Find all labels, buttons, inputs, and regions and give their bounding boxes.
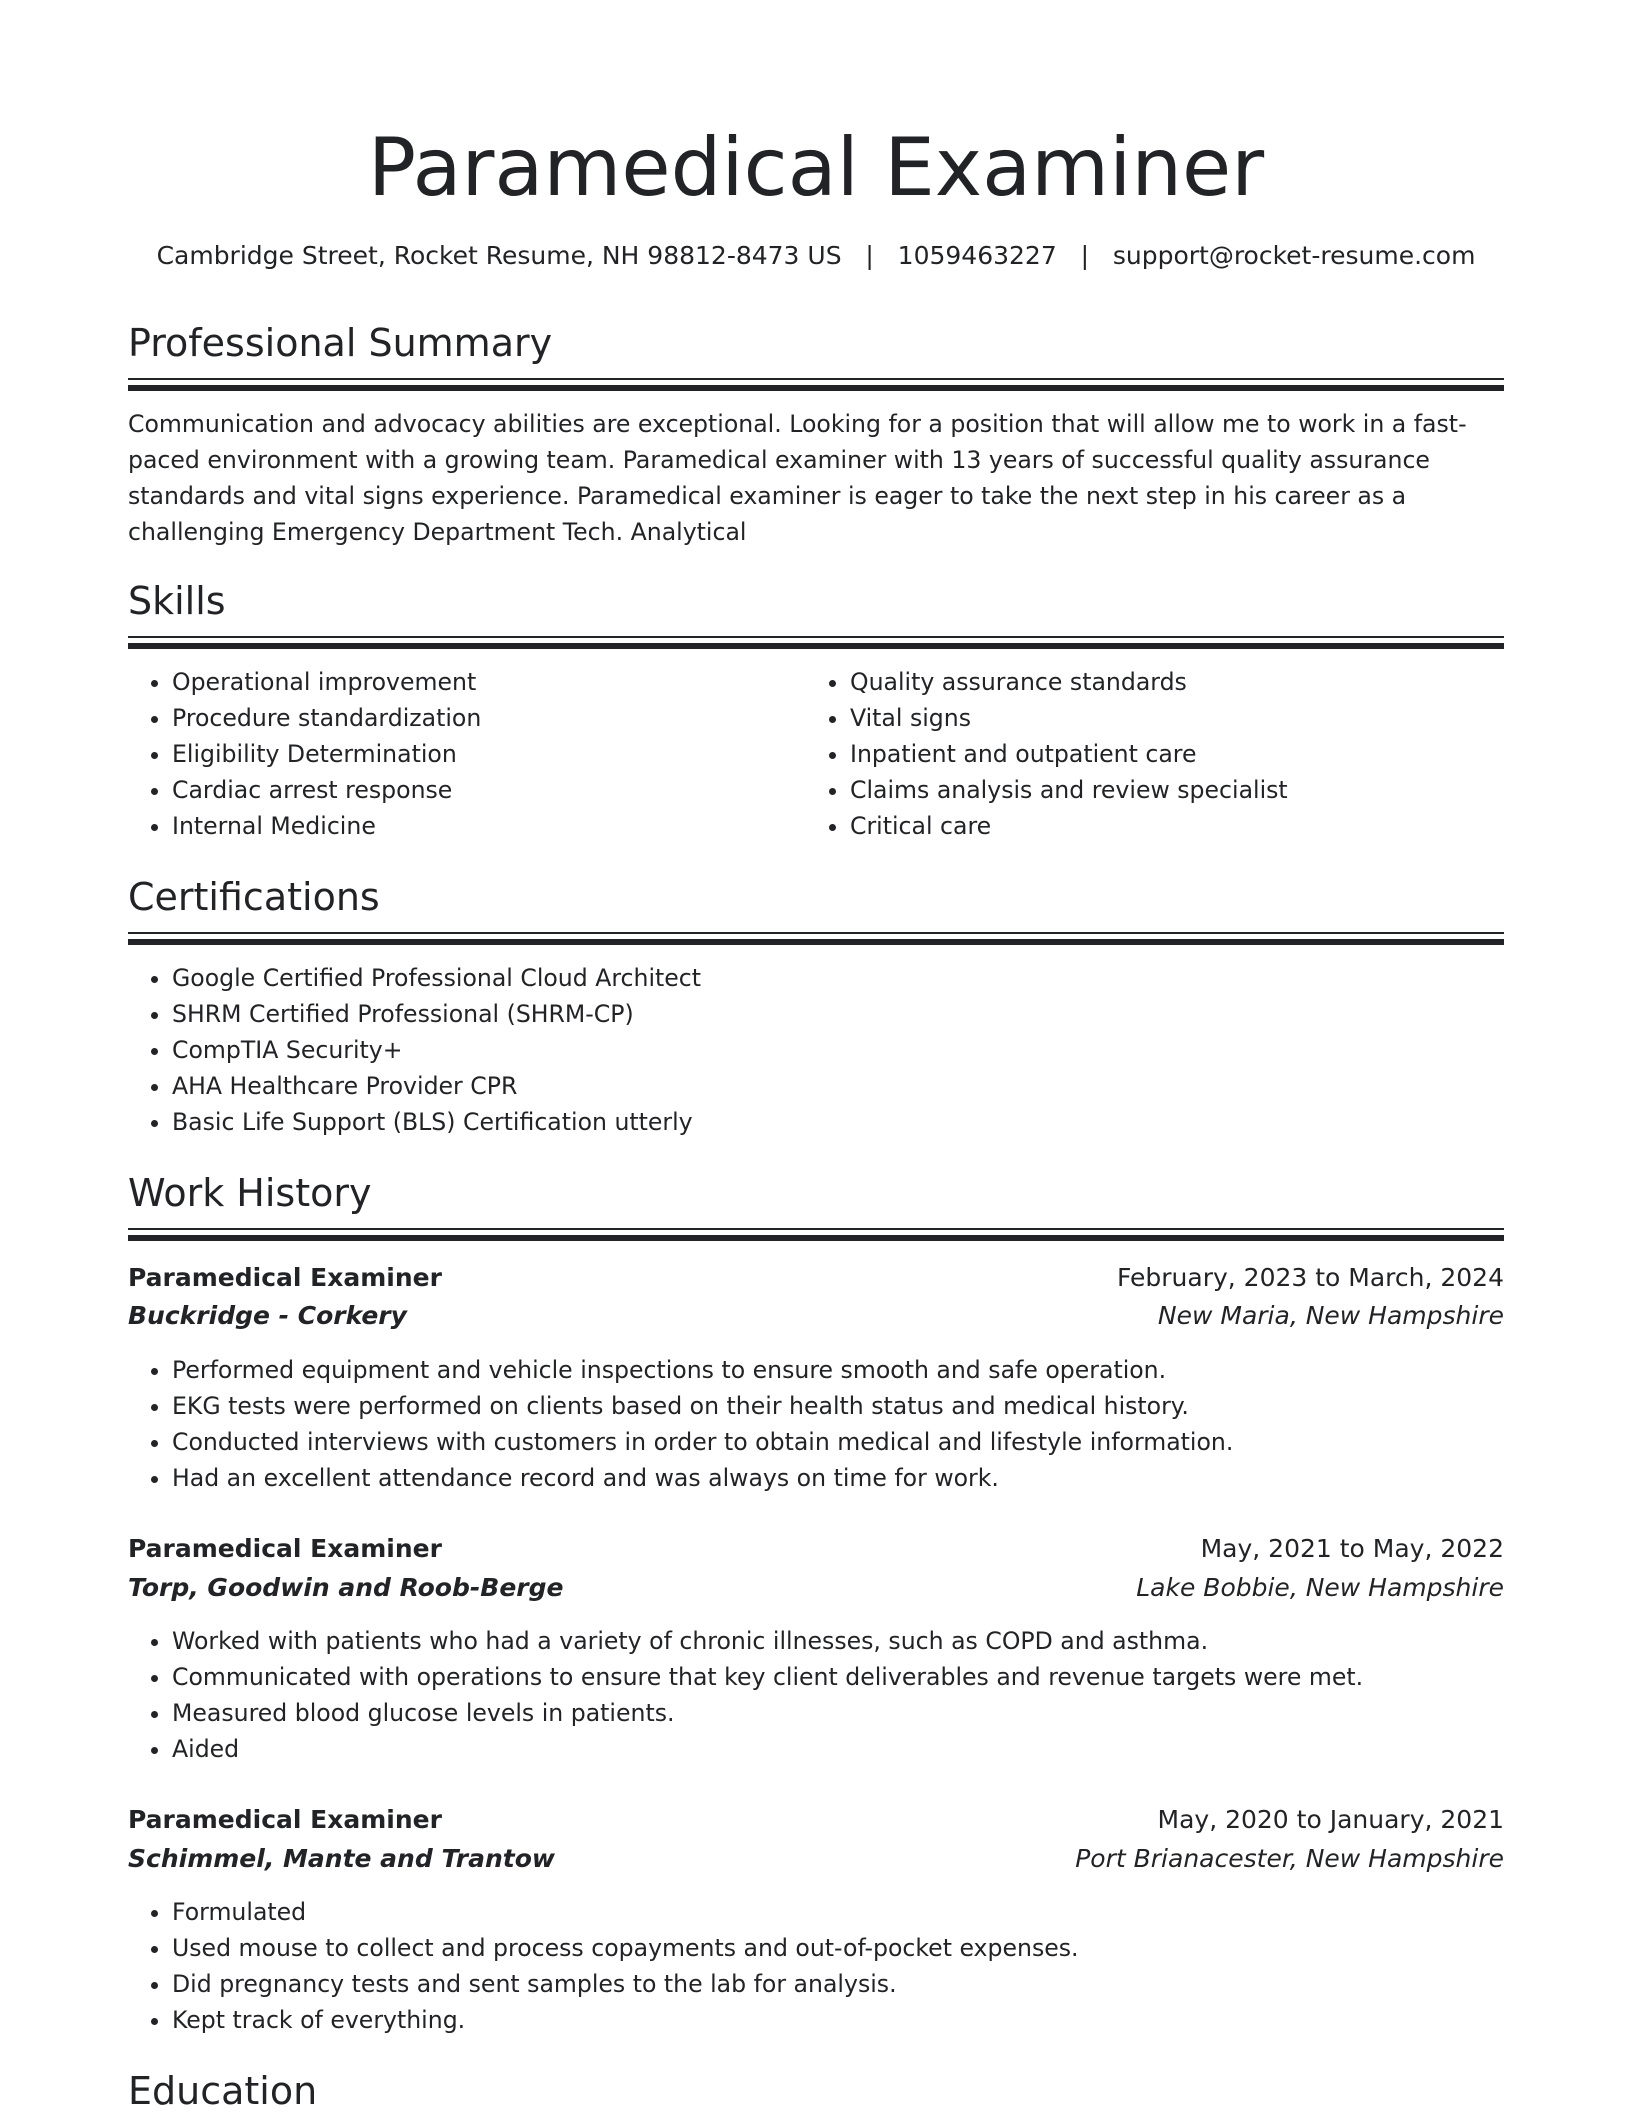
certification-item: • SHRM Certified Professional (SHRM-CP)	[172, 996, 1472, 1032]
skill-item: • Claims analysis and review specialist	[850, 772, 1500, 808]
job-location: Port Brianacester, New Hampshire	[1075, 1844, 1504, 1873]
job-bullet: • Kept track of everything.	[172, 2002, 1502, 2038]
job-bullet: • Communicated with operations to ensure that key client deliverables and revenue targets were met.	[172, 1659, 1502, 1695]
section-title-skills: Skills	[128, 579, 226, 623]
job-company: Buckridge - Corkery	[128, 1301, 407, 1330]
job-title: Paramedical Examiner	[128, 1534, 442, 1563]
job-bullet: • Conducted interviews with customers in order to obtain medical and lifestyle information.	[172, 1424, 1502, 1460]
certification-item: • Google Certified Professional Cloud Architect	[172, 960, 1472, 996]
job-company: Schimmel, Mante and Trantow	[128, 1844, 555, 1873]
job-company: Torp, Goodwin and Roob-Berge	[128, 1573, 564, 1602]
certification-item: • Basic Life Support (BLS) Certification utterly	[172, 1104, 1472, 1140]
job-bullet: • Aided	[172, 1731, 1502, 1767]
candidate-name: Paramedical Examiner	[367, 121, 1265, 214]
job-bullets	[128, 1894, 1502, 2038]
section-title-summary: Professional Summary	[128, 321, 553, 365]
skill-item: • Inpatient and outpatient care	[850, 736, 1500, 772]
skills-list-right	[806, 664, 1500, 844]
skill-item: • Cardiac arrest response	[172, 772, 802, 808]
skills-list-left	[128, 664, 802, 844]
skill-item: • Quality assurance standards	[850, 664, 1500, 700]
job-bullet: • Measured blood glucose levels in patients.	[172, 1695, 1502, 1731]
section-title-work-history: Work History	[128, 1171, 372, 1215]
job-bullet: • Had an excellent attendance record and was always on time for work.	[172, 1460, 1502, 1496]
section-title-certifications: Certifications	[128, 875, 380, 919]
skill-item: • Critical care	[850, 808, 1500, 844]
job-title: Paramedical Examiner	[128, 1805, 442, 1834]
job-bullet: • EKG tests were performed on clients based on their health status and medical history.	[172, 1388, 1502, 1424]
job-dates: May, 2021 to May, 2022	[1200, 1534, 1504, 1563]
job-dates: May, 2020 to January, 2021	[1157, 1805, 1504, 1834]
skill-item: • Vital signs	[850, 700, 1500, 736]
summary-text: Communication and advocacy abilities are exceptional. Looking for a position that will allow me to work in a fast-paced environment with a growing team. Paramedical examiner with 13 years of successful quality assurance standards and vital signs experience. Paramedical examiner is eager to take the next step in his career as a challenging Emergency Department Tech. Analytical	[128, 410, 1467, 546]
section-title-education: Education	[128, 2069, 318, 2113]
certification-item: • CompTIA Security+	[172, 1032, 1472, 1068]
section-divider	[128, 636, 1504, 649]
skill-item: • Operational improvement	[172, 664, 802, 700]
contact-line: Cambridge Street, Rocket Resume, NH 98812-8473 US | 1059463227 | support@rocket-resume.com	[156, 241, 1476, 270]
section-divider	[128, 378, 1504, 391]
job-location: New Maria, New Hampshire	[1157, 1301, 1504, 1330]
section-divider	[128, 1228, 1504, 1241]
job-bullet: • Worked with patients who had a variety of chronic illnesses, such as COPD and asthma.	[172, 1623, 1502, 1659]
job-bullet: • Used mouse to collect and process copayments and out-of-pocket expenses.	[172, 1930, 1502, 1966]
job-bullet: • Performed equipment and vehicle inspections to ensure smooth and safe operation.	[172, 1352, 1502, 1388]
job-title: Paramedical Examiner	[128, 1263, 442, 1292]
job-bullet: • Formulated	[172, 1894, 1502, 1930]
certifications-list	[128, 960, 1472, 1140]
skill-item: • Procedure standardization	[172, 700, 802, 736]
job-dates: February, 2023 to March, 2024	[1116, 1263, 1504, 1292]
job-bullets	[128, 1623, 1502, 1767]
job-location: Lake Bobbie, New Hampshire	[1136, 1573, 1504, 1602]
job-bullets	[128, 1352, 1502, 1496]
job-bullet: • Did pregnancy tests and sent samples to the lab for analysis.	[172, 1966, 1502, 2002]
skill-item: • Eligibility Determination	[172, 736, 802, 772]
certification-item: • AHA Healthcare Provider CPR	[172, 1068, 1472, 1104]
skill-item: • Internal Medicine	[172, 808, 802, 844]
section-divider	[128, 932, 1504, 945]
